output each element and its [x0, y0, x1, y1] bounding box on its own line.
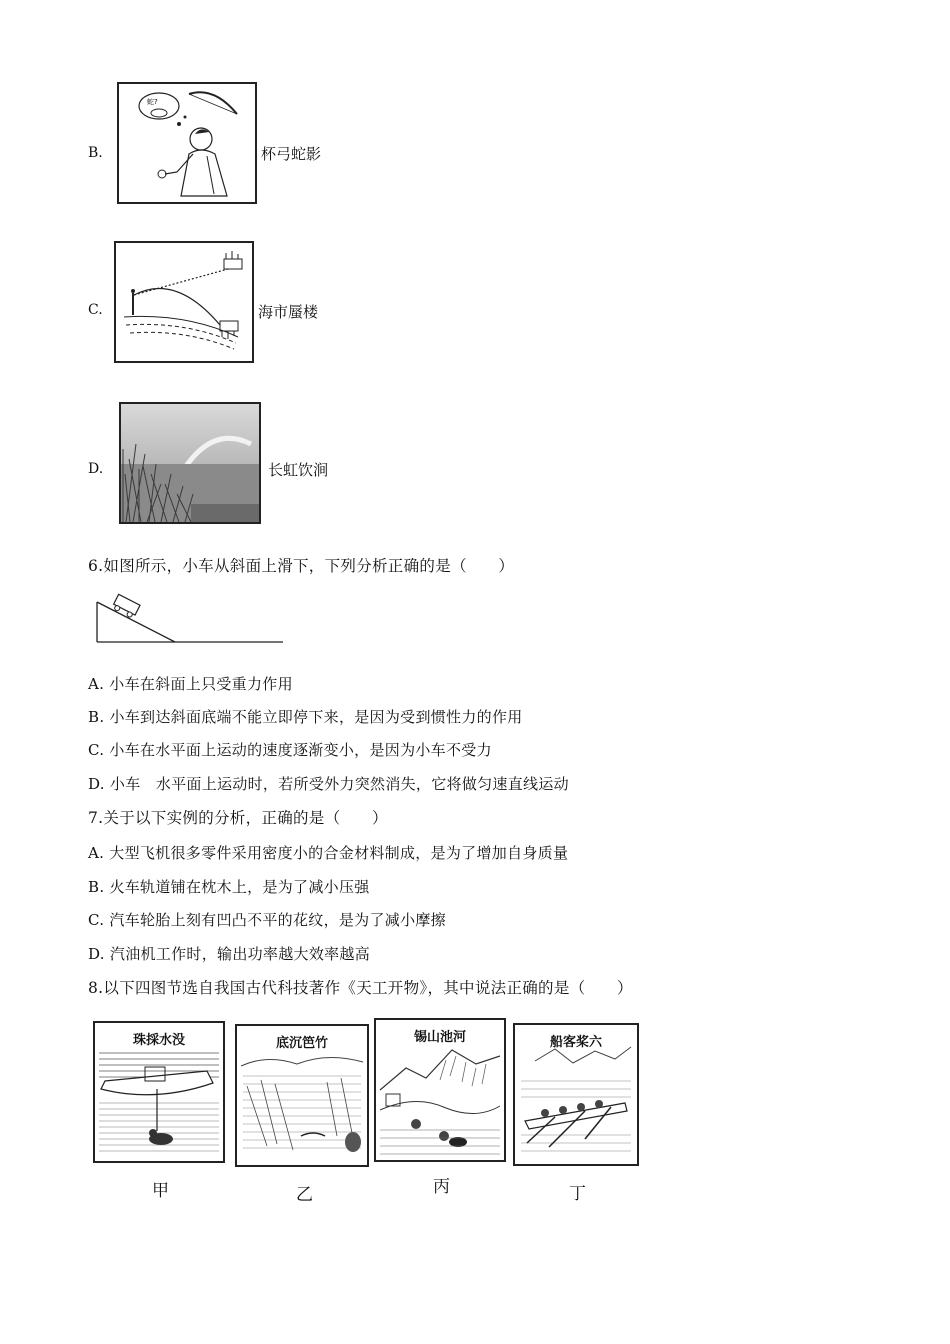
- option-b-caption: 杯弓蛇影: [261, 145, 322, 163]
- question-6-option-b: B. 小车到达斜面底端不能立即停下来，是因为受到惯性力的作用: [88, 708, 523, 726]
- question-7-option-b: B. 火车轨道铺在枕木上，是为了减小压强: [88, 878, 370, 896]
- panel-yi: [235, 1024, 369, 1167]
- question-6-option-a: A. 小车在斜面上只受重力作用: [88, 675, 293, 693]
- panel-yi-title: 底沉笆竹: [275, 1036, 328, 1051]
- option-c-image: [114, 241, 254, 363]
- panel-yi-label: 乙: [296, 1185, 313, 1205]
- option-b-image: [117, 82, 257, 204]
- panel-ding: [513, 1023, 639, 1166]
- question-7-option-a: A. 大型飞机很多零件采用密度小的合金材料制成，是为了增加自身质量: [88, 844, 569, 862]
- mirage-illustration: [116, 243, 252, 361]
- panel-ding-label: 丁: [569, 1184, 586, 1204]
- option-c-letter: C.: [88, 302, 103, 318]
- question-6-option-d: D. 小车 水平面上运动时，若所受外力突然消失，它将做匀速直线运动: [88, 775, 569, 793]
- option-b-letter: B.: [88, 145, 103, 161]
- panel-jia-title: 珠採水没: [132, 1033, 185, 1048]
- option-d-letter: D.: [88, 461, 104, 477]
- panel-jia-label: 甲: [152, 1181, 169, 1201]
- option-c-caption: 海市蜃楼: [258, 303, 319, 321]
- question-7-option-c: C. 汽车轮胎上刻有凹凸不平的花纹，是为了减小摩擦: [88, 911, 446, 929]
- question-8-stem: 8.以下四图节选自我国古代科技著作《天工开物》，其中说法正确的是（ ）: [88, 979, 633, 997]
- panel-bing-title: 锡山池河: [413, 1030, 466, 1045]
- question-7-stem: 7.关于以下实例的分析，正确的是（ ）: [88, 809, 388, 827]
- question-6-option-c: C. 小车在水平面上运动的速度逐渐变小，是因为小车不受力: [88, 741, 492, 759]
- question-7-option-d: D. 汽油机工作时，输出功率越大效率越高: [88, 945, 371, 963]
- panel-ding-title: 船客桨六: [549, 1035, 602, 1050]
- rainbow-stream-photo: [121, 404, 259, 522]
- question-6-stem: 6.如图所示，小车从斜面上滑下，下列分析正确的是（ ）: [88, 557, 515, 575]
- panel-jia: [93, 1021, 225, 1163]
- panel-bing-label: 丙: [433, 1177, 450, 1197]
- incline-cart-diagram: [95, 592, 285, 646]
- option-d-caption: 长虹饮涧: [268, 461, 329, 479]
- cup-bow-snake-illustration: [119, 84, 255, 202]
- svg-text:蛇?: 蛇?: [147, 98, 158, 106]
- panel-bing: [374, 1018, 506, 1162]
- option-d-image: [119, 402, 261, 524]
